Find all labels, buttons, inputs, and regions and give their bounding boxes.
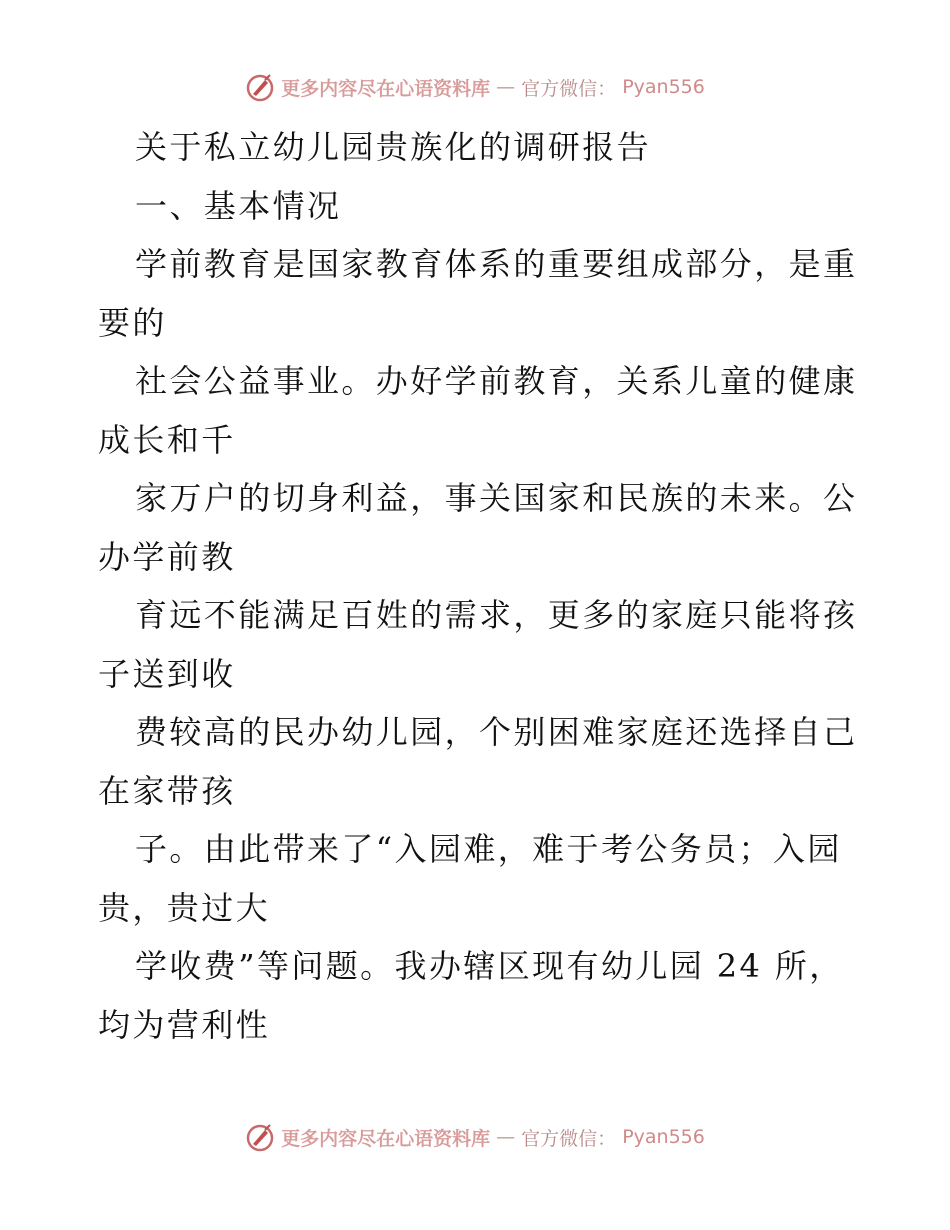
paragraph-line: 要的: [98, 303, 167, 342]
watermark-wechat-id: Pyan556: [622, 76, 705, 98]
paragraph-line: 社会公益事业。办好学前教育，关系儿童的健康: [135, 362, 858, 400]
paragraph-line: 育远不能满足百姓的需求，更多的家庭只能将孩: [135, 596, 858, 634]
paragraph-line: 办学前教: [98, 537, 236, 576]
watermark-dash: —: [496, 1126, 516, 1148]
watermark-main-text: 更多内容尽在心语资料库: [281, 1127, 491, 1150]
paragraph-line: 子。由此带来了“入园难，难于考公务员；入园: [135, 830, 842, 868]
paragraph-line: 子送到收: [98, 654, 236, 693]
paragraph-line: 成长和千: [98, 420, 236, 459]
footer-watermark: [0, 1122, 950, 1152]
document-body: [98, 118, 858, 1054]
watermark-main-text: 更多内容尽在心语资料库: [281, 77, 491, 100]
watermark-wechat-label: 官方微信：: [521, 77, 617, 100]
document-title: 关于私立幼儿园贵族化的调研报告: [135, 128, 652, 166]
paragraph-line: 费较高的民办幼儿园，个别困难家庭还选择自己: [135, 713, 858, 751]
paragraph-line: 均为营利性: [98, 1005, 271, 1044]
watermark-wechat-label: 官方微信：: [521, 1127, 617, 1150]
paragraph-line: 家万户的切身利益，事关国家和民族的未来。公: [135, 479, 858, 517]
quill-seal-icon: [245, 72, 275, 102]
section-heading: 一、基本情况: [135, 186, 342, 225]
paragraph-line: 学收费”等问题。我办辖区现有幼儿园 24 所，: [135, 947, 844, 985]
quill-seal-icon: [245, 1122, 275, 1152]
watermark-dash: —: [496, 76, 516, 98]
paragraph-line: 贵，贵过大: [98, 888, 271, 927]
watermark-wechat-id: Pyan556: [622, 1126, 705, 1148]
paragraph-line: 学前教育是国家教育体系的重要组成部分，是重: [135, 245, 858, 283]
paragraph-line: 在家带孩: [98, 771, 236, 810]
header-watermark: [0, 72, 950, 102]
